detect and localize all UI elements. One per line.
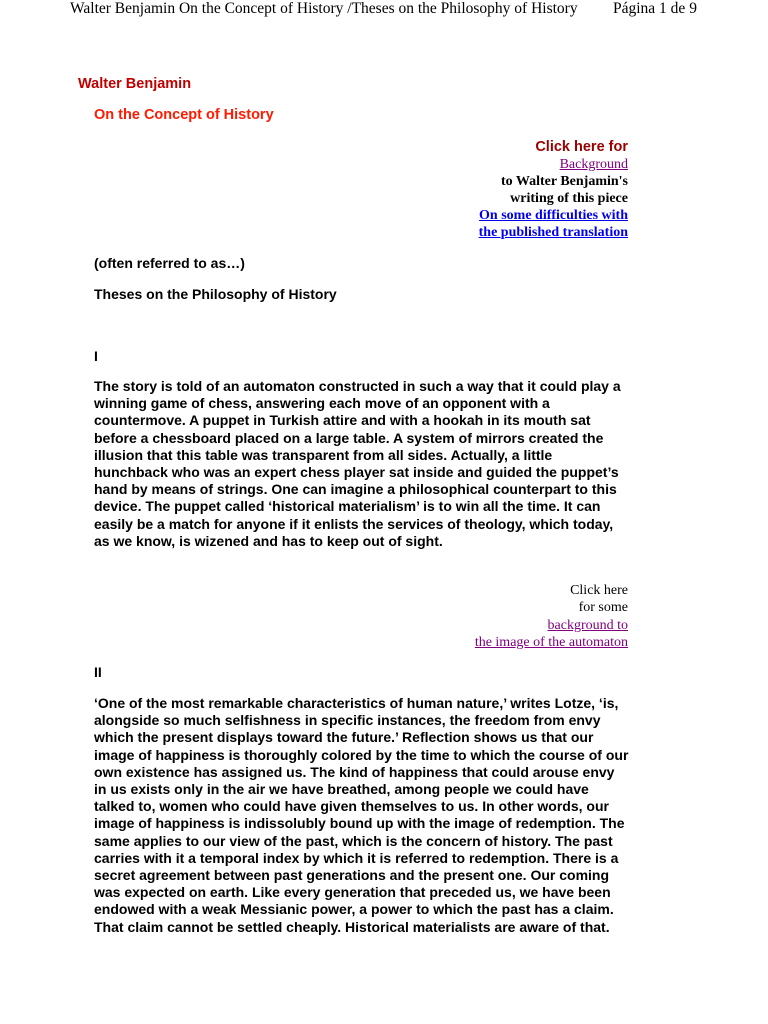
- background-link[interactable]: Background: [559, 157, 628, 172]
- alternate-title: Theses on the Philosophy of History: [94, 286, 337, 302]
- translation-difficulties-link-cont[interactable]: the published translation: [478, 225, 628, 240]
- page-indicator: Página 1 de 9: [613, 0, 697, 17]
- author-heading: Walter Benjamin: [78, 76, 192, 92]
- background-caption-line2: writing of this piece: [510, 191, 628, 206]
- also-known-as: (often referred to as…): [94, 255, 245, 271]
- page-header: [0, 0, 768, 24]
- automaton-note-line1: Click here: [570, 583, 628, 598]
- click-here-label: Click here for: [535, 139, 628, 155]
- thesis-numeral-1: I: [94, 348, 98, 364]
- thesis-text-2: ‘One of the most remarkable characteristics of human nature,’ writes Lotze, ‘is, alongside so much selfishness in specific instances, the freedom from envy which the present displays toward the future.’ Reflection shows us that our image of happiness is thoroughly colored by the time to which the course of our own existence has assigned us. The kind of happiness that could arouse envy in us exists only in the air we have breathed, among people we could have talked to, women who could have given themselves to us. In other words, our image of happiness is indissolubly bound up with the image of redemption. The same applies to our view of the past, which is the concern of history. The past carries with it a temporal index by which it is referred to redemption. There is a secret agreement between past generations and the present one. Our coming was expected on earth. Like every generation that preceded us, we have been endowed with a weak Messianic power, a power to which the past has a claim. That claim cannot be settled cheaply. Historical materialists are aware of that.: [94, 695, 629, 935]
- translation-difficulties-link[interactable]: On some difficulties with: [479, 208, 628, 223]
- automaton-note-line2: for some: [578, 600, 628, 616]
- automaton-background-link-cont[interactable]: the image of the automaton: [474, 634, 628, 650]
- background-links-box: [308, 138, 628, 241]
- work-title: On the Concept of History: [94, 107, 274, 123]
- background-caption-line1: to Walter Benjamin's: [500, 174, 628, 189]
- thesis-text-1: The story is told of an automaton constructed in such a way that it could play a winning game of chess, answering each move of an opponent with a countermove. A puppet in Turkish attire and with a hookah in its mouth sat before a chessboard placed on a large table. A system of mirrors created the illusion that this table was transparent from all sides. Actually, a little hunchback who was an expert chess player sat inside and guided the puppet’s hand by means of strings. One can imagine a philosophical counterpart to this device. The puppet called ‘historical materialism’ is to win all the time. It can easily be a match for anyone if it enlists the services of theology, which today, as we know, is wizened and has to keep out of sight.: [94, 378, 621, 549]
- automaton-note: [368, 582, 628, 651]
- header-title: Walter Benjamin On the Concept of History /Theses on the Philosophy of History: [70, 0, 578, 17]
- automaton-background-link[interactable]: background to: [547, 617, 628, 633]
- thesis-numeral-2: II: [94, 664, 102, 680]
